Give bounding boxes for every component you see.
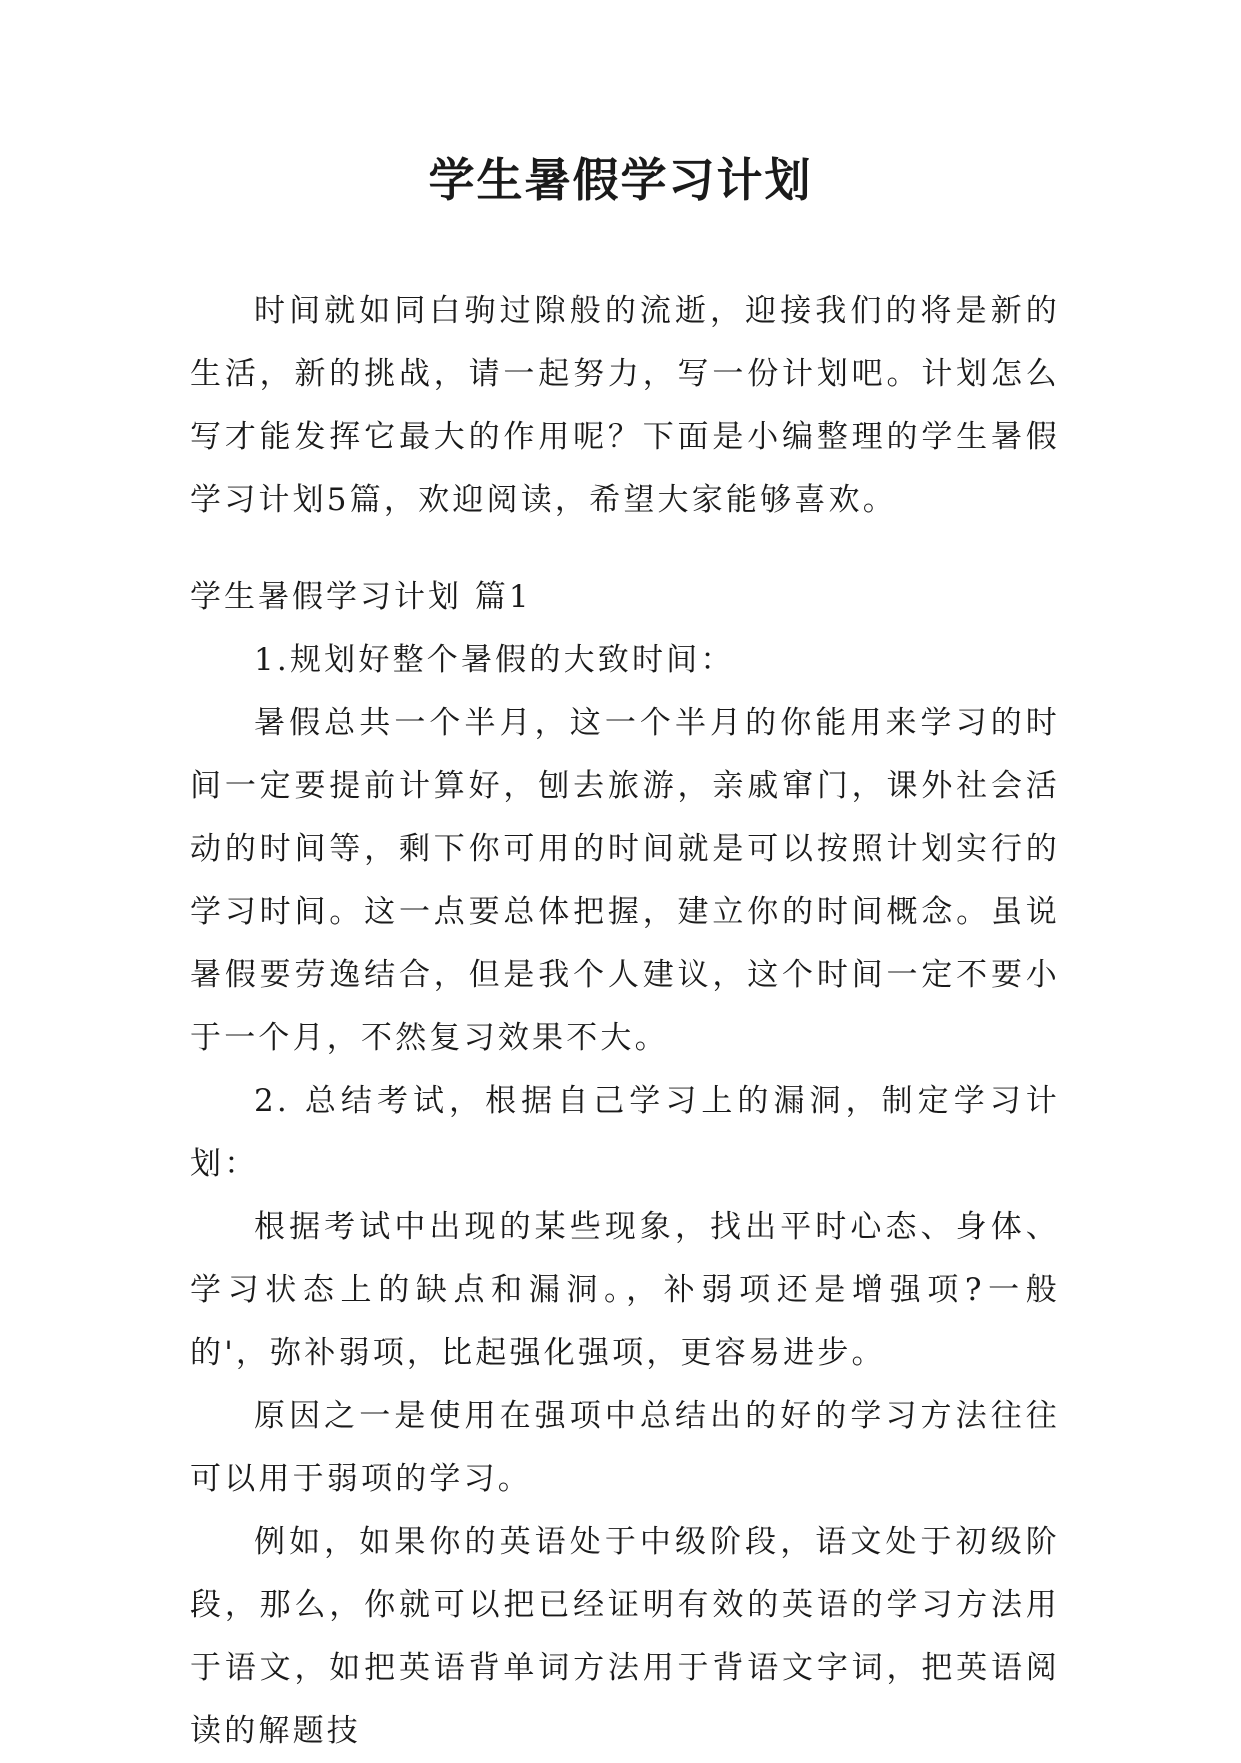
step-heading-2: 2. 总结考试，根据自己学习上的漏洞，制定学习计划： (190, 1083, 1060, 1182)
body-paragraph: 原因之一是使用在强项中总结出的好的学习方法往往可以用于弱项的学习。 (190, 1398, 1060, 1497)
document-title: 学生暑假学习计划 (428, 153, 813, 207)
section-heading: 学生暑假学习计划 篇1 (190, 579, 532, 615)
body-paragraph: 根据考试中出现的某些现象，找出平时心态、身体、学习状态上的缺点和漏洞。，补弱项还是增强项?一般的'，弥补弱项，比起强化强项，更容易进步。 (190, 1209, 1060, 1371)
body-paragraph: 例如，如果你的英语处于中级阶段，语文处于初级阶段，那么，你就可以把已经证明有效的英语的学习方法用于语文，如把英语背单词方法用于背语文字词，把英语阅读的解题技 (190, 1524, 1060, 1749)
intro-paragraph: 时间就如同白驹过隙般的流逝，迎接我们的将是新的生活，新的挑战，请一起努力，写一份计划吧。计划怎么写才能发挥它最大的作用呢？下面是小编整理的学生暑假学习计划5篇，欢迎阅读，希望大家能够喜欢。 (190, 293, 1060, 518)
step-heading-1: 1.规划好整个暑假的大致时间： (254, 642, 735, 678)
document-body (190, 280, 1060, 1763)
body-paragraph: 暑假总共一个半月，这一个半月的你能用来学习的时间一定要提前计算好，刨去旅游，亲戚窜门，课外社会活动的时间等，剩下你可用的时间就是可以按照计划实行的学习时间。这一点要总体把握，建立你的时间概念。虽说暑假要劳逸结合，但是我个人建议，这个时间一定不要小于一个月，不然复习效果不大。 (190, 705, 1060, 1056)
paragraph-spacer (190, 532, 1060, 566)
